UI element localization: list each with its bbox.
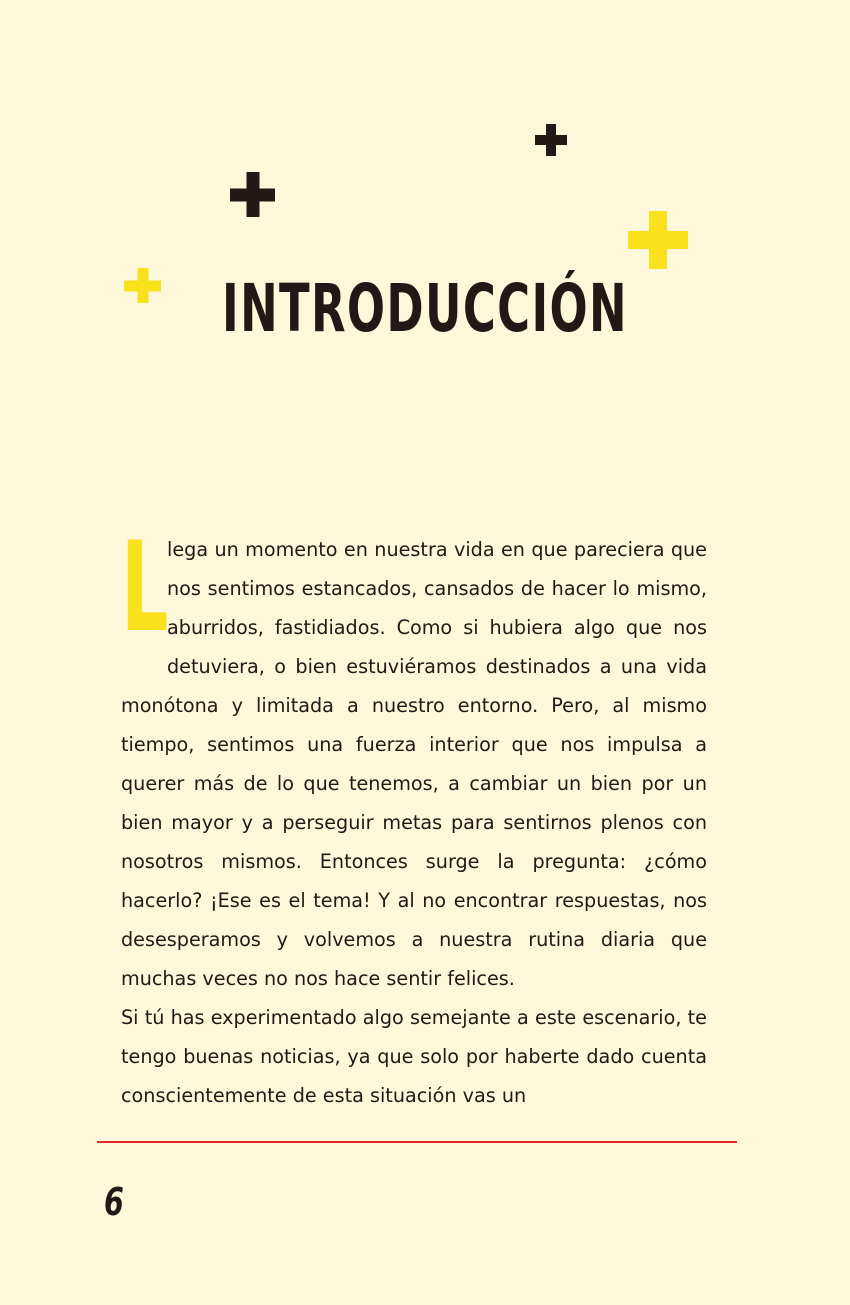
chapter-title: INTRODUCCIÓN (222, 270, 628, 347)
paragraph-text: lega un momento en nuestra vida en que pareciera que nos sentimos estancados, cansados de hacer lo mismo, aburridos, fastidiados. Como si hubiera algo que nos detuviera, o bien estuviéramos destinados a una vida monótona y limitada a nuestro entorno. Pero, al mismo tiempo, sentimos una fuerza interior que nos impulsa a querer más de lo que tenemos, a cambiar un bien por un bien mayor y a perseguir metas para sentirnos plenos con nosotros mismos. Entonces surge la pregunta: ¿cómo hacerlo? ¡Ese es el tema! Y al no encontrar respuestas, nos desesperamos y volvemos a nuestra rutina diaria que muchas veces no nos hace sentir felices. (121, 538, 707, 990)
plus-icon (628, 211, 688, 269)
plus-icon (230, 172, 275, 217)
body-text (121, 516, 707, 1115)
paragraph (121, 516, 707, 998)
red-rule (97, 1141, 737, 1143)
plus-icon (535, 124, 567, 156)
page-number: 6 (104, 1180, 124, 1224)
paragraph: Si tú has experimentado algo semejante a este escenario, te tengo buenas noticias, ya que solo por haberte dado cuenta conscientemente de esta situación vas un (121, 1006, 707, 1107)
drop-cap: L (121, 516, 169, 660)
